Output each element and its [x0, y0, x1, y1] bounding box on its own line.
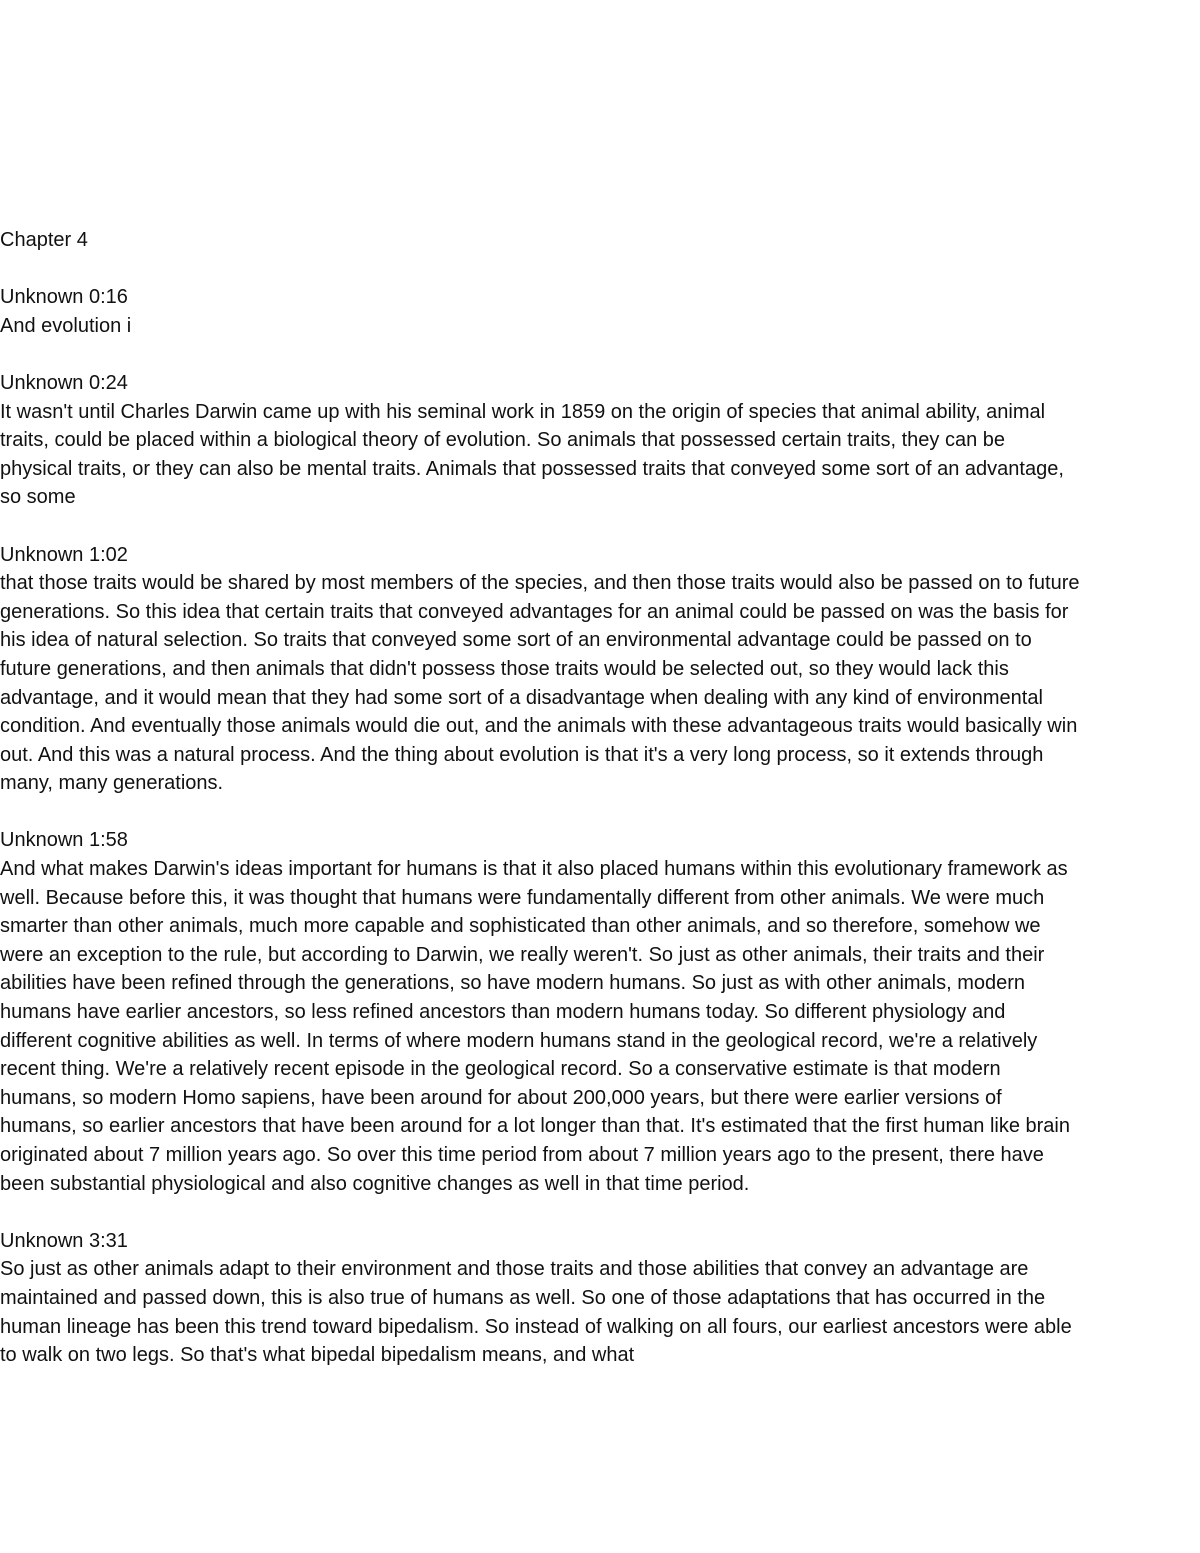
speaker-name: Unknown — [0, 286, 84, 309]
segment-text: So just as other animals adapt to their environment and those traits and those abilities that convey an advantage are maintained and passed down, this is also true of humans as well. So one of those adaptations that has occurred in the human lineage has been this trend toward bipedalism. So instead of walking on all fours, our earliest ancestors were able to walk on two legs. So that's what bipedal bipedalism means, and what — [0, 1258, 1072, 1367]
chapter-title: Chapter 4 — [0, 229, 88, 251]
speaker-name: Unknown — [0, 1229, 84, 1252]
speaker-line — [0, 1227, 1080, 1256]
transcript-segment — [0, 1227, 1080, 1370]
timestamp: 1:02 — [88, 543, 128, 566]
speaker-line — [0, 283, 1080, 312]
transcript-segment — [0, 283, 1080, 340]
speaker-line — [0, 826, 1080, 855]
transcript-segment — [0, 541, 1080, 798]
speaker-name: Unknown — [0, 543, 84, 566]
transcript-segment — [0, 826, 1080, 1198]
timestamp: 0:24 — [88, 371, 128, 394]
timestamp: 3:31 — [88, 1229, 128, 1252]
timestamp: 1:58 — [88, 829, 128, 852]
speaker-name: Unknown — [0, 829, 84, 852]
speaker-line — [0, 369, 1080, 398]
segment-text: And evolution i — [0, 314, 132, 337]
segment-text: It wasn't until Charles Darwin came up with his seminal work in 1859 on the origin of species that animal ability, animal traits, could be placed within a biological theory of evolution. So animals that possessed certain traits, they can be physical traits, or they can also be mental traits. Animals that possessed traits that conveyed some sort of an advantage, so some — [0, 400, 1064, 509]
transcript-segment — [0, 369, 1080, 512]
speaker-name: Unknown — [0, 371, 84, 394]
transcript-page — [0, 226, 1080, 1398]
segment-text: that those traits would be shared by most members of the species, and then those traits would also be passed on to future generations. So this idea that certain traits that conveyed advantages for an animal could be passed on was the basis for his idea of natural selection. So traits that conveyed some sort of an environmental advantage could be passed on to future generations, and then animals that didn't possess those traits would be selected out, so they would lack this advantage, and it would mean that they had some sort of a disadvantage when dealing with any kind of environmental condition. And eventually those animals would die out, and the animals with these advantageous traits would basically win out. And this was a natural process. And the thing about evolution is that it's a very long process, so it extends through many, many generations. — [0, 572, 1080, 795]
timestamp: 0:16 — [88, 286, 128, 309]
speaker-line — [0, 541, 1080, 570]
segment-text: And what makes Darwin's ideas important for humans is that it also placed humans within this evolutionary framework as well. Because before this, it was thought that humans were fundamentally different from other animals. We were much smarter than other animals, much more capable and sophisticated than other animals, and so therefore, somehow we were an exception to the rule, but according to Darwin, we really weren't. So just as other animals, their traits and their abilities have been refined through the generations, so have modern humans. So just as with other animals, modern humans have earlier ancestors, so less refined ancestors than modern humans today. So different physiology and different cognitive abilities as well. In terms of where modern humans stand in the geological record, we're a relatively recent thing. We're a relatively recent episode in the geological record. So a conservative estimate is that modern humans, so modern Homo sapiens, have been around for about 200,000 years, but there were earlier versions of humans, so earlier ancestors that have been around for a lot longer than that. It's estimated that the first human like brain originated about 7 million years ago. So over this time period from about 7 million years ago to the present, there have been substantial physiological and also cognitive changes as well in that time period. — [0, 858, 1070, 1195]
